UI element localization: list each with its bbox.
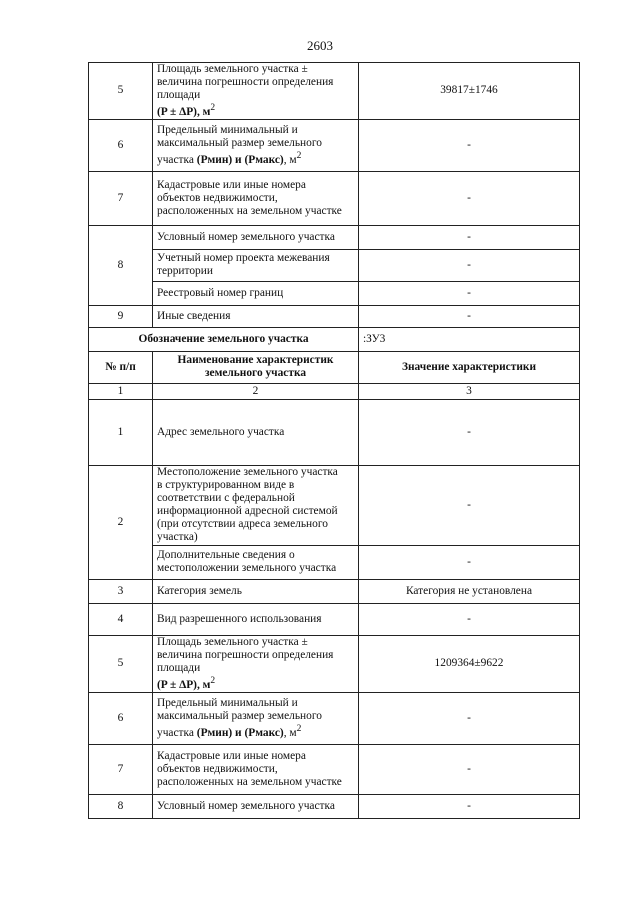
- formula: (P ± ΔP), м: [157, 105, 211, 118]
- land-plot-table: [88, 62, 580, 819]
- name-line: Условный номер земельного участка: [157, 799, 335, 812]
- table-row: [89, 603, 580, 635]
- characteristic-name: [153, 171, 359, 225]
- row-number: 4: [89, 603, 153, 635]
- header-name-line: земельного участка: [204, 367, 307, 380]
- name-line: Учетный номер проекта межевания: [157, 252, 330, 265]
- characteristic-name: [153, 794, 359, 818]
- formula: (Рмин) и (Рмакс): [196, 726, 284, 739]
- characteristic-name: [153, 635, 359, 692]
- name-line: Кадастровые или иные номера: [157, 178, 306, 191]
- name-line: объектов недвижимости,: [157, 191, 278, 204]
- header-number: № п/п: [89, 351, 153, 383]
- formula: (Рмин) и (Рмакс): [196, 153, 284, 166]
- column-index: 2: [153, 383, 359, 399]
- table-row: [89, 545, 580, 579]
- characteristic-value: -: [359, 399, 580, 465]
- section-label: Обозначение земельного участка: [89, 327, 359, 351]
- table-row: [89, 63, 580, 120]
- column-index: 3: [359, 383, 580, 399]
- characteristic-value: -: [359, 225, 580, 249]
- row-number: 2: [89, 465, 153, 579]
- header-value: Значение характеристики: [359, 351, 580, 383]
- unit-power: 2: [210, 675, 216, 686]
- section-row: [89, 327, 580, 351]
- column-index: 1: [89, 383, 153, 399]
- table-row: [89, 744, 580, 794]
- table-row: [89, 465, 580, 545]
- name-line: Условный номер земельного участка: [157, 230, 335, 243]
- section-value: :ЗУ3: [359, 327, 580, 351]
- name-line: величина погрешности определения: [157, 648, 334, 661]
- name-line: Площадь земельного участка ±: [157, 635, 308, 648]
- characteristic-name: [153, 281, 359, 305]
- row-number: 5: [89, 635, 153, 692]
- name-line: величина погрешности определения: [157, 76, 334, 88]
- characteristic-name: [153, 744, 359, 794]
- header-row: [89, 351, 580, 383]
- characteristic-value: -: [359, 249, 580, 281]
- row-number: 6: [89, 119, 153, 171]
- characteristic-value: -: [359, 603, 580, 635]
- characteristic-value: -: [359, 119, 580, 171]
- characteristic-name: [153, 63, 359, 120]
- table-row: [89, 399, 580, 465]
- formula: (P ± ΔP), м: [157, 678, 211, 691]
- name-line: площади: [157, 661, 201, 674]
- unit: , м: [283, 153, 297, 166]
- unit-power: 2: [296, 150, 302, 161]
- characteristic-name: [153, 119, 359, 171]
- unit-power: 2: [210, 103, 216, 113]
- name-line: Адрес земельного участка: [157, 425, 285, 438]
- characteristic-value: -: [359, 692, 580, 744]
- unit-power: 2: [296, 723, 302, 734]
- name-line: Предельный минимальный и: [157, 123, 298, 136]
- name-line: Местоположение земельного участка: [157, 466, 338, 479]
- name-line: соответствии с федеральной: [157, 492, 295, 505]
- name-line: расположенных на земельном участке: [157, 204, 342, 217]
- name-line: максимальный размер земельного: [157, 709, 322, 722]
- name-line: участка: [157, 153, 197, 166]
- name-line: Реестровый номер границ: [157, 286, 284, 299]
- characteristic-name: [153, 465, 359, 545]
- table-row: [89, 249, 580, 281]
- name-line: Дополнительные сведения о: [157, 549, 295, 562]
- name-line: Предельный минимальный и: [157, 696, 298, 709]
- characteristic-value: -: [359, 305, 580, 327]
- name-line: Вид разрешенного использования: [157, 612, 322, 625]
- characteristic-name: [153, 305, 359, 327]
- name-line: местоположении земельного участка: [157, 562, 337, 575]
- name-line: площади: [157, 89, 201, 101]
- characteristic-name: [153, 249, 359, 281]
- characteristic-value: -: [359, 545, 580, 579]
- characteristic-name: [153, 579, 359, 603]
- index-row: [89, 383, 580, 399]
- name-line: Кадастровые или иные номера: [157, 749, 306, 762]
- row-number: 8: [89, 225, 153, 305]
- name-line: объектов недвижимости,: [157, 762, 278, 775]
- header-name: [153, 351, 359, 383]
- characteristic-name: [153, 545, 359, 579]
- name-line: участка): [157, 531, 198, 544]
- name-line: Иные сведения: [157, 309, 231, 322]
- unit: , м: [283, 726, 297, 739]
- characteristic-value: -: [359, 171, 580, 225]
- name-line: максимальный размер земельного: [157, 136, 322, 149]
- row-number: 1: [89, 399, 153, 465]
- row-number: 8: [89, 794, 153, 818]
- characteristic-value: Категория не установлена: [359, 579, 580, 603]
- name-line: (при отсутствии адреса земельного: [157, 518, 328, 531]
- name-line: участка: [157, 726, 197, 739]
- table-row: [89, 692, 580, 744]
- table-row: [89, 171, 580, 225]
- row-number: 3: [89, 579, 153, 603]
- table-row: [89, 281, 580, 305]
- row-number: 6: [89, 692, 153, 744]
- name-line: территории: [157, 265, 213, 278]
- row-number: 7: [89, 744, 153, 794]
- table-row: [89, 305, 580, 327]
- name-line: расположенных на земельном участке: [157, 775, 342, 788]
- row-number: 7: [89, 171, 153, 225]
- header-name-line: Наименование характеристик: [177, 354, 334, 367]
- characteristic-value: 1209364±9622: [359, 635, 580, 692]
- row-number: 9: [89, 305, 153, 327]
- name-line: информационной адресной системой: [157, 505, 338, 518]
- table-row: [89, 635, 580, 692]
- characteristic-name: [153, 603, 359, 635]
- page-number: 2603: [307, 38, 333, 53]
- table-row: [89, 225, 580, 249]
- characteristic-value: -: [359, 744, 580, 794]
- characteristic-name: [153, 692, 359, 744]
- characteristic-value: -: [359, 281, 580, 305]
- characteristic-name: [153, 225, 359, 249]
- name-line: в структурированном виде в: [157, 479, 295, 492]
- table-row: [89, 794, 580, 818]
- table-row: [89, 119, 580, 171]
- table-row: [89, 579, 580, 603]
- row-number: 5: [89, 63, 153, 120]
- characteristic-value: -: [359, 794, 580, 818]
- characteristic-value: -: [359, 465, 580, 545]
- characteristic-name: [153, 399, 359, 465]
- characteristic-value: 39817±1746: [359, 63, 580, 120]
- name-line: Категория земель: [157, 584, 242, 597]
- name-line: Площадь земельного участка ±: [157, 63, 308, 75]
